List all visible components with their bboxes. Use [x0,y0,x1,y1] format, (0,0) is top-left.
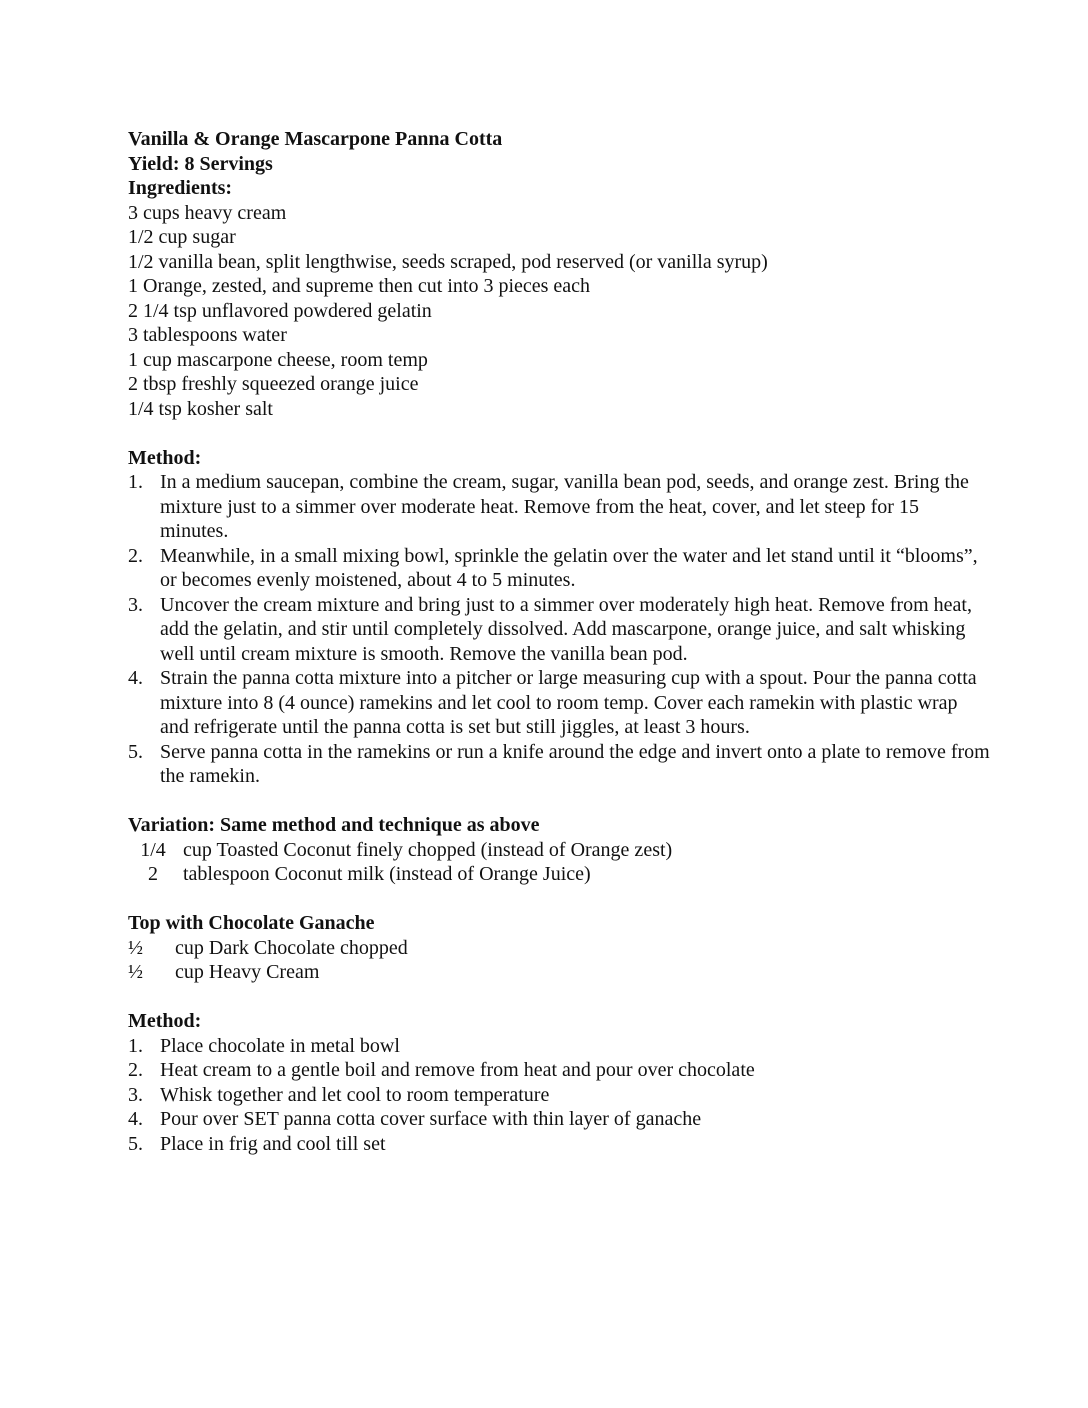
step-text: Place in frig and cool till set [160,1132,386,1155]
spacer [128,789,1008,814]
step-number: 1. [128,471,143,493]
step-number: 5. [128,1132,143,1155]
ganache-text: cup Heavy Cream [175,961,320,983]
ganache-method-steps [128,1034,1008,1157]
method-step [128,544,990,593]
method-step [128,470,990,544]
ganache-method-heading: Method: [128,1010,202,1032]
ganache-step [128,1132,990,1157]
method-step [128,740,990,789]
variation-qty: 1/4 [140,838,166,861]
step-text: In a medium saucepan, combine the cream, sugar, vanilla bean pod, seeds, and orange zest. Bring the mixture just to a simmer over moderate heat. Remove from the heat, cover, and let steep for 15 minutes. [160,471,969,542]
step-number: 2. [128,1059,143,1081]
ingredient-item: 1 cup mascarpone cheese, room temp [128,348,428,371]
step-text: Pour over SET panna cotta cover surface with thin layer of ganache [160,1108,702,1130]
recipe-document [128,127,1008,1156]
spacer [128,985,1008,1010]
ingredient-item: 3 cups heavy cream [128,201,287,224]
ganache-heading: Top with Chocolate Ganache [128,912,375,934]
method-step [128,666,990,740]
step-text: Meanwhile, in a small mixing bowl, sprinkle the gelatin over the water and let stand until it “blooms”, or becomes evenly moistened, about 4 to 5 minutes. [160,544,978,591]
ingredient-item: 1 Orange, zested, and supreme then cut into 3 pieces each [128,275,591,297]
step-number: 3. [128,593,143,616]
variation-item [128,862,1008,887]
step-number: 5. [128,740,143,763]
ganache-qty: ½ [128,961,143,983]
ganache-step [128,1107,990,1132]
spacer [128,887,1008,912]
ganache-step [128,1058,990,1083]
ingredient-item: 1/2 vanilla bean, split lengthwise, seeds scraped, pod reserved (or vanilla syrup) [128,250,768,273]
ganache-step [128,1083,990,1108]
ingredient-item: 1/4 tsp kosher salt [128,397,273,420]
step-text: Uncover the cream mixture and bring just to a simmer over moderately high heat. Remove from heat, add the gelatin, and stir until completely dissolved. Add mascarpone, orange juice, and salt whisking well until cream mixture is smooth. Remove the vanilla bean pod. [160,593,972,665]
ingredients-list [128,201,1008,422]
ganache-item [128,936,1008,961]
step-number: 4. [128,667,143,689]
variation-text: tablespoon Coconut milk (instead of Orange Juice) [183,863,591,885]
ganache-text: cup Dark Chocolate chopped [175,936,408,959]
recipe-title: Vanilla & Orange Mascarpone Panna Cotta [128,128,503,150]
method-heading: Method: [128,446,202,469]
ganache-step [128,1034,990,1059]
ingredient-item: 2 1/4 tsp unflavored powdered gelatin [128,299,432,322]
step-text: Strain the panna cotta mixture into a pitcher or large measuring cup with a spout. Pour the panna cotta mixture into 8 (4 ounce) ramekins and let cool to room temp. Cover each ramekin with plastic wrap and refrigerate until the panna cotta is set but still jiggles, at least 3 hours. [160,667,977,738]
ingredient-item: 1/2 cup sugar [128,226,236,248]
variation-heading: Variation: Same method and technique as above [128,814,540,836]
step-number: 2. [128,544,143,567]
ingredient-item: 3 tablespoons water [128,324,287,346]
variation-text: cup Toasted Coconut finely chopped (instead of Orange zest) [183,838,673,861]
step-text: Place chocolate in metal bowl [160,1034,400,1057]
ganache-qty: ½ [128,936,143,959]
step-number: 3. [128,1083,143,1106]
recipe-yield: Yield: 8 Servings [128,152,273,175]
step-number: 1. [128,1034,143,1057]
method-step [128,593,990,667]
variation-item [128,838,1008,863]
ingredients-heading: Ingredients: [128,177,233,199]
method-steps [128,470,1008,789]
step-text: Whisk together and let cool to room temperature [160,1083,550,1106]
variation-qty: 2 [148,863,158,885]
ingredient-item: 2 tbsp freshly squeezed orange juice [128,373,419,395]
spacer [128,421,1008,446]
step-number: 4. [128,1108,143,1130]
step-text: Heat cream to a gentle boil and remove from heat and pour over chocolate [160,1059,755,1081]
step-text: Serve panna cotta in the ramekins or run a knife around the edge and invert onto a plate to remove from the ramekin. [160,740,990,787]
ganache-item [128,960,1008,985]
